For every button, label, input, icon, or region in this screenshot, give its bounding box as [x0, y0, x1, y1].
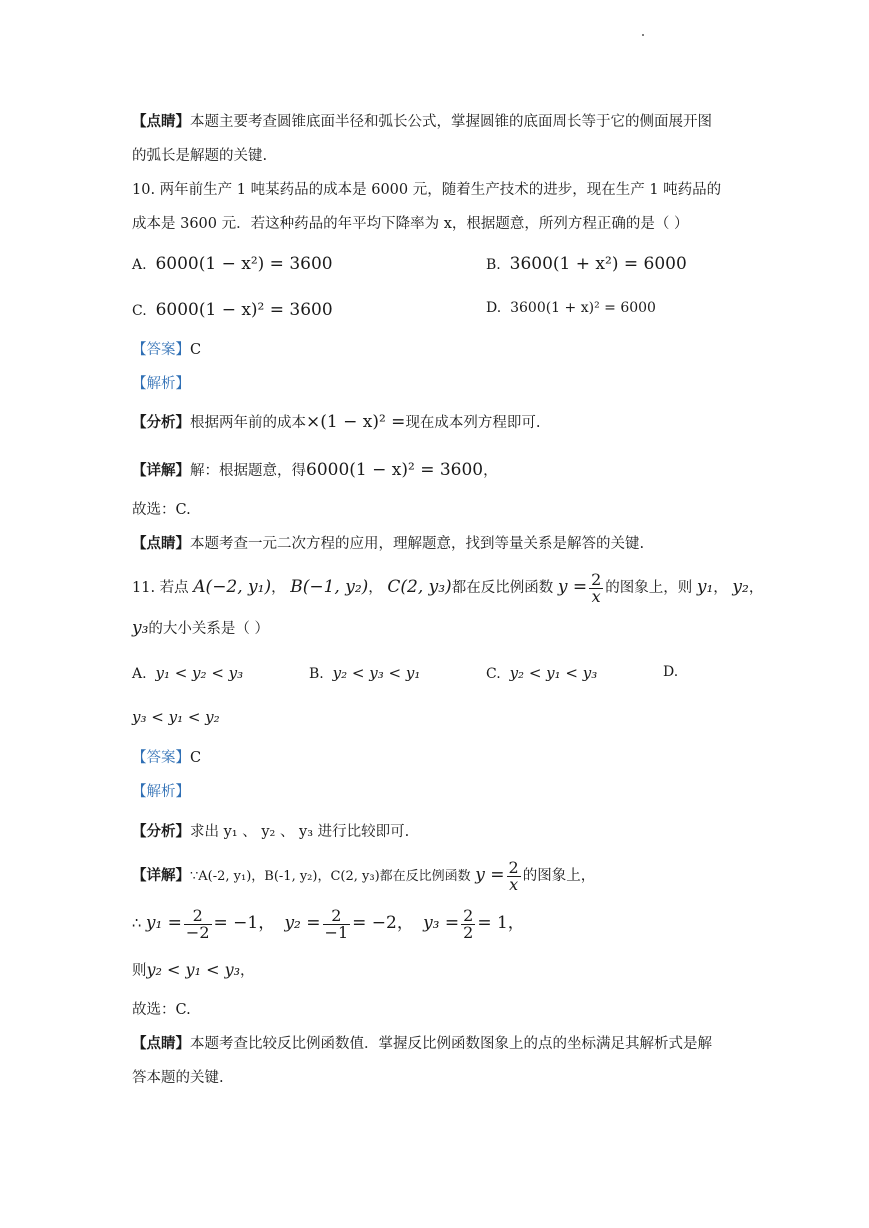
fraction-numerator: 2	[591, 569, 602, 589]
fenxi-tag: 【分析】	[132, 823, 190, 840]
fraction-denominator: 2	[463, 922, 474, 942]
fraction-denominator: x	[591, 586, 601, 606]
answer-tag: 【答案】	[132, 342, 190, 358]
option-expr: y₂ < y₃ < y₁	[332, 664, 421, 682]
q11-option-a	[132, 664, 243, 682]
q11-analysis-heading	[132, 782, 190, 802]
q10-stem-line1: 10. 两年前生产 1 吨某药品的成本是 6000 元，随着生产技术的进步，现在生产 1 吨药品的	[132, 182, 722, 198]
q11-stem-line1: 11. 若点 A(−2, y₁)， B(−1, y₂)， C(2, y₃)都在反比例函数 y = $\frac{2}{x}$ 的图象上，则 y₁， y₂，	[132, 569, 764, 606]
q11-fenxi	[132, 822, 409, 842]
fenxi-text: 根据两年前的成本	[190, 415, 306, 431]
option-expr: y₃ < y₁ < y₂	[132, 708, 220, 726]
note-text: 的弧长是解题的关键.	[132, 148, 268, 164]
analysis-tag: 【解析】	[132, 376, 190, 392]
note-text: 本题主要考查圆锥底面半径和弧长公式，掌握圆锥的底面周长等于它的侧面展开图	[190, 114, 712, 130]
detail-tag: 【详解】	[132, 867, 190, 884]
option-expr: 3600(1 + x²) = 6000	[509, 254, 687, 274]
q11-number: 11. 若点	[132, 580, 189, 596]
q10-choose: 故选：C.	[132, 502, 191, 518]
option-label: B.	[309, 666, 324, 682]
option-label: A.	[132, 257, 147, 273]
top-note-line1	[132, 112, 712, 132]
fenxi-text: 求出 y₁ 、 y₂ 、 y₃ 进行比较即可.	[190, 824, 410, 840]
calc-rhs: = −2，	[352, 913, 414, 933]
function-fraction	[589, 569, 603, 606]
point-b: B(−1, y₂)	[290, 577, 369, 597]
stem-text: 的图象上，则	[605, 580, 693, 596]
q10-option-a	[132, 254, 333, 274]
page-marker-dot	[642, 34, 644, 36]
q11-note-line2: 答本题的关键.	[132, 1070, 224, 1086]
calc-lhs: y₁ =	[145, 913, 182, 933]
top-note-line2	[132, 146, 267, 166]
fenxi-expr: ×(1 − x)² =	[306, 412, 406, 432]
q10-option-c	[132, 300, 333, 320]
fraction-numerator: 2	[323, 908, 351, 925]
q11-option-d-expr	[132, 708, 220, 726]
then-text: 则	[132, 963, 147, 979]
fraction-numerator: 2	[463, 905, 474, 925]
therefore-symbol: ∴	[132, 916, 142, 932]
note-tag: 【点睛】	[132, 1035, 190, 1052]
note-tag: 【点睛】	[132, 535, 190, 552]
fraction-numerator: 2	[508, 857, 519, 877]
detail-text: 的图象上，	[522, 868, 596, 884]
then-expr: y₂ < y₁ < y₃	[146, 960, 241, 979]
option-expr: 6000(1 − x)² = 3600	[155, 300, 333, 320]
calc-lhs: y₂ =	[284, 913, 321, 933]
note-tag: 【点睛】	[132, 113, 190, 130]
q11-calc	[132, 906, 525, 940]
option-label: A.	[132, 666, 147, 682]
calc-rhs: = −1，	[213, 913, 276, 933]
option-label: B.	[486, 257, 501, 273]
q11-option-c	[486, 664, 597, 682]
note-text: 本题考查比较反比例函数值．掌握反比例函数图象上的点的坐标满足其解析式是解	[190, 1036, 712, 1052]
q11-detail	[132, 858, 595, 892]
q10-stem-line2: 成本是 3600 元．若这种药品的年平均下降率为 x，根据题意，所列方程正确的是（ ）	[132, 216, 689, 232]
calc-fraction	[461, 905, 475, 942]
q11-option-d	[663, 664, 678, 680]
var-y1: y₁	[696, 577, 714, 597]
q11-choose: 故选：C.	[132, 1002, 191, 1018]
q11-answer	[132, 748, 201, 768]
fraction-denominator: x	[509, 874, 519, 894]
detail-text: ∵A(-2, y₁)，B(-1, y₂)，C(2, y₃)都在反比例函数	[190, 869, 471, 884]
answer-value: C	[190, 750, 202, 766]
function-fraction	[507, 857, 521, 894]
q10-note	[132, 534, 644, 554]
q11-then	[132, 960, 255, 981]
q10-option-d	[486, 300, 656, 316]
option-label: C.	[486, 666, 501, 682]
note-text: 本题考查一元二次方程的应用，理解题意，找到等量关系是解答的关键.	[190, 536, 645, 552]
var-y2: y₂	[732, 577, 749, 597]
fraction-denominator: −2	[185, 922, 210, 942]
option-expr: 6000(1 − x²) = 3600	[155, 254, 333, 274]
then-text: ，	[240, 963, 255, 979]
detail-expr: 6000(1 − x)² = 3600	[306, 460, 484, 480]
calc-fraction	[184, 905, 212, 942]
function-lhs: y =	[475, 865, 505, 885]
option-label: C.	[132, 303, 147, 319]
detail-text: ，	[483, 463, 498, 479]
calc-fraction	[323, 905, 351, 942]
stem-text: 的大小关系是（ ）	[148, 621, 270, 637]
fraction-numerator: 2	[184, 908, 212, 925]
option-expr: y₂ < y₁ < y₃	[509, 664, 598, 682]
q10-detail	[132, 460, 498, 481]
fraction-denominator: −1	[324, 922, 349, 942]
q11-note-line1	[132, 1034, 712, 1054]
option-expr: y₁ < y₂ < y₃	[155, 664, 244, 682]
detail-tag: 【详解】	[132, 462, 190, 479]
option-label: D.	[663, 664, 679, 680]
analysis-tag: 【解析】	[132, 784, 190, 800]
answer-tag: 【答案】	[132, 750, 190, 766]
option-expr: 3600(1 + x)² = 6000	[510, 300, 656, 316]
detail-text: 解：根据题意，得	[190, 463, 306, 479]
q11-stem-line2	[132, 618, 269, 639]
q11-option-b	[309, 664, 420, 682]
calc-lhs: y₃ =	[423, 913, 460, 933]
stem-text: 都在反比例函数	[451, 580, 554, 596]
var-y3: y₃	[132, 618, 149, 638]
point-c: C(2, y₃)	[387, 577, 452, 597]
q10-fenxi	[132, 412, 541, 433]
option-label: D.	[486, 300, 502, 316]
q10-analysis-heading	[132, 374, 190, 394]
fenxi-tag: 【分析】	[132, 414, 190, 431]
point-a: A(−2, y₁)	[193, 577, 272, 597]
calc-rhs: = 1，	[477, 913, 525, 933]
q10-option-b	[486, 254, 687, 274]
answer-value: C	[190, 342, 202, 358]
fenxi-text: 现在成本列方程即可.	[405, 415, 541, 431]
q10-answer	[132, 340, 201, 360]
function-lhs: y =	[557, 577, 588, 597]
